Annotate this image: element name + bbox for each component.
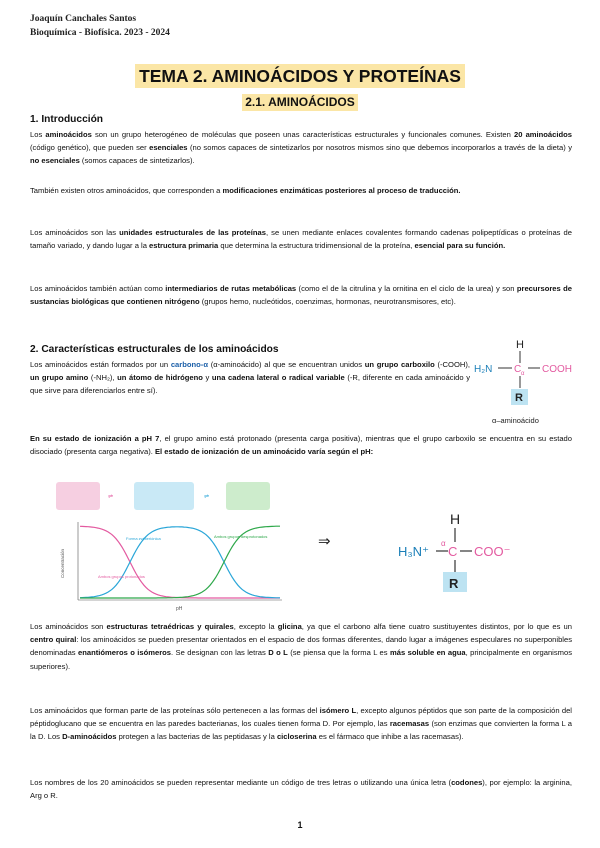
intro-paragraph-1: Los aminoácidos son un grupo heterogéneo de moléculas que poseen unas características estructurales y funcionales comunes. Existen 20 aminoácidos (código genético), que pueden ser esenciales (no somos capaces de sintetizarlos por nosotros mismos sino que debemos incorporarlos a través de la dieta) y no esenciales (somos capaces de sintetizarlos). — [30, 130, 572, 166]
author-name: Joaquín Canchales Santos — [30, 14, 137, 24]
label-zwitterion: Forma zwitteriónica — [126, 536, 161, 541]
molecule1-carboxyl: COOH — [542, 364, 572, 375]
molecule1-caption: α–aminoácido — [492, 416, 539, 425]
ionization-chart — [56, 482, 288, 614]
molecule1-r-group: R — [515, 392, 523, 404]
label-protonated: Ambos grupos protonados — [98, 574, 145, 579]
section-subtitle: 2.1. AMINOÁCIDOS — [242, 94, 358, 111]
anionic-form-box — [226, 482, 270, 510]
structure-paragraph-2: En su estado de ionización a pH 7, el grupo amino está protonado (presenta carga positiva), mientras que el grupo carboxilo se encuentra en su estado disociado (presenta carga negativa). El estado de ionización de un aminoácido varía según el pH: — [30, 434, 572, 457]
label-deprotonated: Ambos grupos desprotonados — [214, 534, 268, 539]
svg-text:⇌: ⇌ — [204, 494, 210, 500]
structure-paragraph-4: Los aminoácidos que forman parte de las proteínas sólo pertenecen a las formas del isómero L, excepto algunos péptidos que son parte de la composición del péptidoglucano que se encuentra en las paredes bacterianas, los cuales tienen forma D. Por ejemplo, las racemasas (son enzimas que convierten la forma L a la D. Los D-aminoácidos protegen a las bacterias de las peptidasas y la cicloserina es el fármaco que inhibe a las racemasas). — [30, 706, 572, 742]
chart-y-label: Concentración — [60, 548, 65, 578]
molecule2-hydrogen: H — [450, 511, 461, 527]
heading-caracteristicas: 2. Características estructurales de los aminoácidos — [30, 344, 279, 355]
zwitterion-form-box — [134, 482, 194, 510]
ionized-amino-acid-diagram — [392, 510, 524, 610]
page-header — [30, 12, 170, 40]
intro-paragraph-2: También existen otros aminoácidos, que corresponden a modificaciones enzimáticas posteriores al proceso de traducción. — [30, 186, 461, 195]
transition-arrow: ⇒ — [318, 533, 331, 550]
molecule1-hydrogen: H — [516, 339, 524, 351]
svg-text:⇌: ⇌ — [108, 494, 114, 500]
molecule1-carbon: C — [514, 364, 522, 375]
structure-paragraph-3: Los aminoácidos son estructuras tetraédricas y quirales, excepto la glicina, ya que el carbono alfa tiene cuatro sustituyentes distintos, por lo que es un centro quiral: los aminoácidos se pueden presentar orientados en el espacio de dos formas diferentes, dando lugar a imágenes especulares no superponibles denominadas enantiómeros o isómeros. Se designan con las letras D o L (se piensa que la forma L es más soluble en agua, principalmente en organismos superiores). — [30, 622, 573, 671]
molecule2-carbon: C — [448, 544, 458, 559]
course-name: Bioquímica - Biofísica. 2023 - 2024 — [30, 28, 170, 38]
heading-introduccion: 1. Introducción — [30, 114, 104, 125]
molecule2-r-group: R — [449, 576, 459, 591]
molecule2-alpha: α — [441, 539, 446, 548]
structure-paragraph-1: Los aminoácidos están formados por un carbono-α (α-aminoácido) al que se encuentran unidos un grupo carboxilo (-COOH), un grupo amino (-NH₂), un átomo de hidrógeno y una cadena lateral o radical variable (-R, diferente en cada aminoácido y que sirve para diferenciarlos entre sí). — [30, 360, 471, 396]
cationic-form-box — [56, 482, 100, 510]
alpha-amino-acid-diagram — [470, 336, 582, 432]
intro-paragraph-4: Los aminoácidos también actúan como intermediarios de rutas metabólicas (como el de la citrulina y la ornitina en el ciclo de la urea) y son precursores de sustancias biológicas que contienen nitrógeno (grupos hemo, nucleótidos, coenzimas, hormonas, neurotransmisores, etc). — [30, 284, 573, 307]
structure-paragraph-5: Los nombres de los 20 aminoácidos se pueden representar mediante un código de tres letras o utilizando una única letra (codones), por ejemplo: la arginina, Arg o R. — [30, 778, 572, 801]
molecule2-amine: H₃N⁺ — [398, 544, 429, 559]
molecule1-amine: H₂N — [474, 364, 493, 375]
molecule1-alpha: α — [521, 371, 525, 377]
page-number: 1 — [297, 820, 303, 830]
chart-x-label: pH — [176, 606, 183, 612]
molecule2-carboxyl: COO⁻ — [474, 544, 511, 559]
page-title: TEMA 2. AMINOÁCIDOS Y PROTEÍNAS — [135, 64, 465, 88]
intro-paragraph-3: Los aminoácidos son las unidades estructurales de las proteínas, se unen mediante enlaces covalentes formando cadenas polipeptídicas o proteínas de tamaño variado, y dando lugar a la estructura primaria que determina la estructura tridimensional de la proteína, esencial para su función. — [30, 228, 572, 251]
